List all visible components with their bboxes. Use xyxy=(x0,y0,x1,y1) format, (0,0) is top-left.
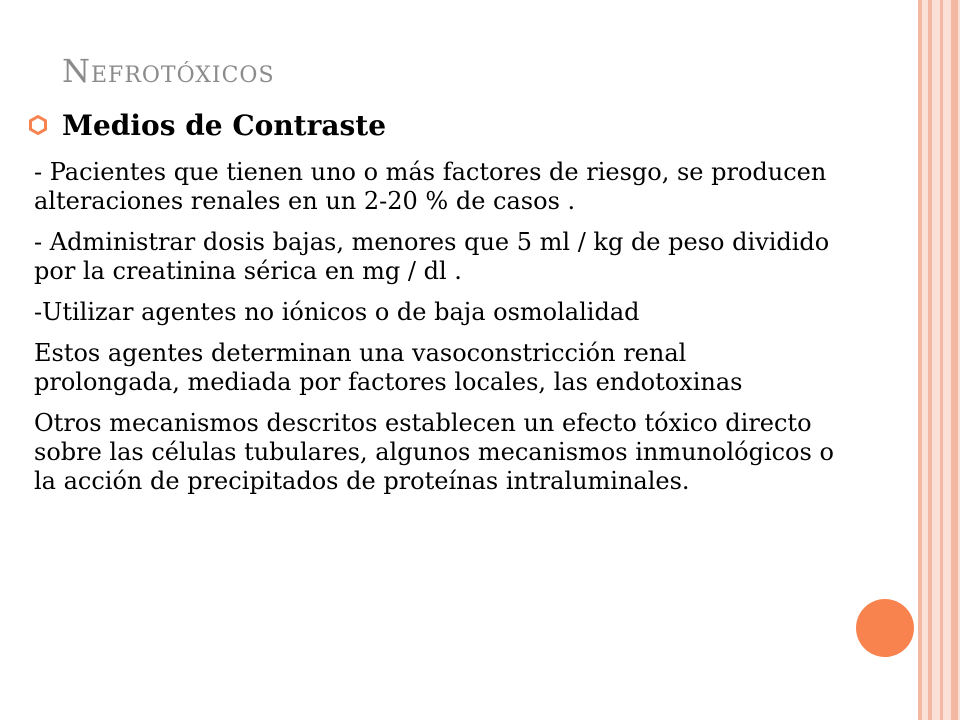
bullet-row xyxy=(28,106,386,144)
body-paragraph: - Pacientes que tienen uno o más factores de riesgo, se producen alteraciones renales en un 2-20 % de casos . xyxy=(34,158,827,215)
body-paragraph: Otros mecanismos descritos establecen un efecto tóxico directo sobre las células tubulares, algunos mecanismos inmunológicos o la acción de precipitados de proteínas intraluminales. xyxy=(34,409,834,495)
body-paragraph: -Utilizar agentes no iónicos o de baja osmolalidad xyxy=(34,298,640,326)
body-paragraph: Estos agentes determinan una vasoconstricción renal prolongada, mediada por factores locales, las endotoxinas xyxy=(34,339,743,396)
slide-title: Nefrotóxicos xyxy=(62,52,275,90)
hexagon-outline-icon xyxy=(28,115,48,135)
body-paragraph: - Administrar dosis bajas, menores que 5 ml / kg de peso dividido por la creatinina sérica en mg / dl . xyxy=(34,228,830,285)
bullet-heading: Medios de Contraste xyxy=(62,108,387,142)
decorative-circle xyxy=(856,599,914,657)
decorative-stripes xyxy=(918,0,960,720)
stripe xyxy=(951,0,958,720)
stripe xyxy=(940,0,943,720)
slide-body xyxy=(34,158,834,508)
stripe xyxy=(928,0,932,720)
stripe xyxy=(918,0,922,720)
